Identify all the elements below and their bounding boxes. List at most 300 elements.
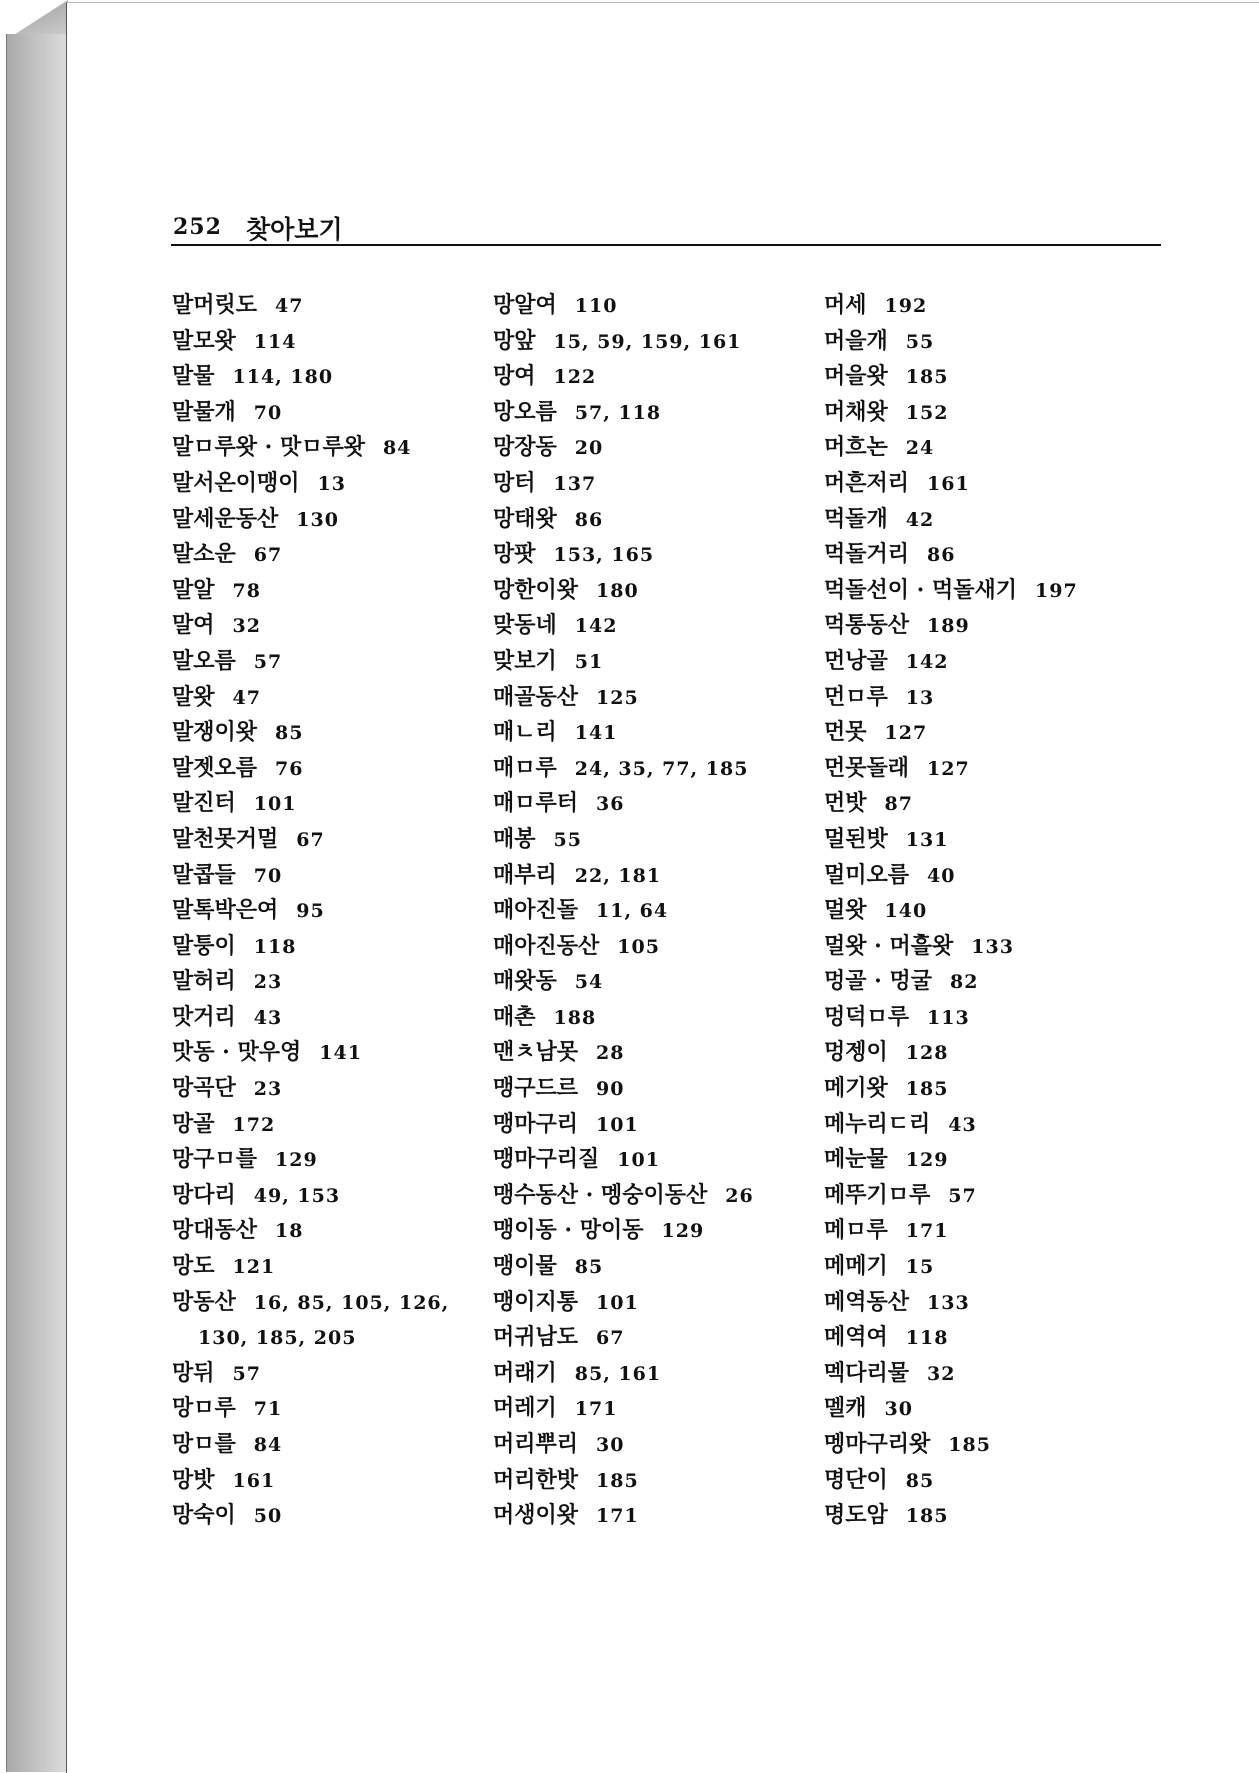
index-term: 맞보기 [493,647,557,674]
index-entry [824,1391,1078,1427]
index-term: 멩마구리왓 [824,1431,931,1457]
index-page-refs: 84 [383,437,412,460]
index-entry [172,1107,449,1143]
index-page-refs: 32 [927,1362,956,1385]
index-entry [493,466,754,502]
index-entry [493,608,754,644]
index-entry [172,715,449,751]
index-term: 망숙이 [172,1502,236,1529]
index-entry [493,502,754,538]
index-term: 말천못거멀 [172,825,279,852]
index-page-refs: 71 [253,1398,283,1421]
index-term: 메기왓 [824,1075,888,1102]
index-page-refs: 11, 64 [596,900,669,923]
index-entry [493,751,754,787]
index-entry [824,1035,1078,1071]
index-term: 맛거리 [172,1003,236,1030]
index-entry [172,1000,449,1036]
index-entry [493,822,754,858]
index-term: 메역동산 [824,1288,910,1315]
index-term: 말세운동산 [172,505,279,532]
index-term: 먹통동산 [824,612,910,639]
index-page-refs: 171 [596,1505,639,1528]
index-term: 매아진돌 [493,897,579,924]
index-term: 매촌 [493,1003,536,1030]
index-entry [172,1249,449,1285]
index-entry [493,964,754,1000]
index-page-refs: 114 [253,330,297,353]
index-entry [172,893,449,929]
index-entry [172,929,449,965]
index-term: 망ㅁ를 [172,1431,236,1457]
index-page-refs: 24 [905,437,935,460]
index-term: 멀왓 [824,897,867,924]
index-entry [493,929,754,965]
index-entry [493,573,754,609]
index-page-refs: 133 [971,935,1014,958]
index-page-refs: 129 [275,1149,318,1172]
index-entry [824,1320,1078,1356]
index-entry [172,1178,449,1214]
book-spine [6,34,67,1772]
index-entry [172,288,449,324]
index-term: 말물개 [172,398,236,425]
index-entry [172,537,449,573]
index-page-refs: 47 [275,295,304,317]
index-term: 매ㅁ루 [493,754,557,781]
index-page-refs: 127 [927,757,970,780]
index-term: 망뒤 [172,1359,215,1386]
index-page-refs: 26 [725,1184,754,1207]
index-term: 맞동네 [493,612,557,639]
index-entry [824,324,1078,360]
index-page-refs: 192 [884,295,928,317]
index-entry [172,1142,449,1178]
index-entry [493,1356,754,1392]
index-entry [172,324,449,360]
index-term: 말물 [172,363,215,390]
index-term: 망대동산 [172,1217,258,1244]
index-term: 맹이동 · 망이동 [493,1217,644,1244]
index-page-refs: 16, 85, 105, 126, [253,1291,450,1314]
index-term: 말콥들 [172,861,236,888]
index-page-refs: 161 [927,472,970,495]
index-page-refs: 54 [574,971,604,994]
index-entry [824,359,1078,395]
index-entry [824,1498,1078,1534]
index-term: 머귀남도 [493,1324,579,1351]
index-page-refs: 129 [905,1149,949,1172]
index-column-2 [493,288,754,1534]
index-entry [824,395,1078,431]
index-page-refs: 23 [253,971,283,994]
index-entry-continuation [172,1320,449,1356]
index-term: 망태왓 [493,505,557,532]
index-entry [172,644,449,680]
index-page-refs: 43 [253,1006,283,1029]
index-entry [493,858,754,894]
index-page-refs: 32 [232,615,261,638]
index-page-refs: 20 [574,437,604,460]
index-entry [824,1213,1078,1249]
index-page-refs: 55 [553,828,582,851]
index-page-refs: 131 [905,828,949,851]
index-term: 멍젱이 [824,1039,888,1066]
page-header [171,210,1161,246]
page-title: 찾아보기 [246,215,343,244]
index-entry [172,430,449,466]
index-page-refs: 90 [596,1078,625,1101]
index-term: 말머릿도 [172,292,258,318]
index-page-refs: 87 [884,793,913,816]
index-term: 망밧 [172,1466,215,1493]
index-page-refs: 47 [232,686,261,709]
index-term: 맹마구리질 [493,1146,600,1173]
index-page-refs: 185 [905,366,949,389]
index-page-refs: 142 [905,650,949,673]
index-term: 메누리ㄷ리 [824,1110,931,1137]
index-term: 머을개 [824,327,888,354]
index-column-1 [172,288,449,1534]
index-page-refs: 153, 165 [553,544,655,567]
index-entry [493,288,754,324]
index-page-refs: 67 [296,828,325,851]
index-page-refs: 76 [275,757,304,780]
index-entry [824,573,1078,609]
index-entry [172,608,449,644]
index-term: 매골동산 [493,683,579,710]
index-page-refs: 70 [253,401,283,424]
index-entry [172,751,449,787]
index-page-refs: 84 [253,1434,283,1456]
index-entry [824,502,1078,538]
index-term: 망한이왓 [493,576,579,603]
index-term: 먹돌개 [824,505,888,532]
index-term: 머레기 [493,1395,557,1422]
index-page-refs: 137 [553,472,597,495]
index-page-refs: 141 [574,722,618,745]
index-entry [172,466,449,502]
index-entry [824,786,1078,822]
index-entry [493,1178,754,1214]
index-page-refs: 118 [253,935,297,958]
index-term: 망터 [493,469,536,496]
index-term: 매아진동산 [493,932,600,959]
index-page-refs: 171 [574,1398,618,1421]
index-page-refs: 141 [319,1042,362,1065]
index-page-refs: 101 [596,1291,639,1314]
index-page-refs: 15, 59, 159, 161 [553,330,742,353]
index-term: 멜캐 [824,1395,867,1422]
index-entry [493,1391,754,1427]
index-entry [824,1285,1078,1321]
index-page-refs: 129 [661,1220,705,1243]
index-page-refs: 57 [948,1184,977,1207]
index-entry [493,1071,754,1107]
index-page-refs: 185 [905,1078,949,1101]
index-term: 망앞 [493,327,536,354]
index-term: 말진터 [172,790,236,817]
index-page-refs: 57 [232,1362,261,1385]
index-page-refs: 85 [574,1256,604,1279]
index-page-refs: 101 [617,1149,660,1172]
index-term: 명단이 [824,1466,888,1493]
index-term: 말ㅁ루왓 · 맛ㅁ루왓 [172,434,365,461]
index-entry [824,1000,1078,1036]
index-term: 머흐논 [824,434,888,461]
index-page-refs: 86 [574,508,604,531]
index-page-refs: 133 [927,1291,970,1314]
index-entry [824,1178,1078,1214]
index-term: 망곡단 [172,1075,236,1102]
index-term: 말여 [172,612,215,639]
index-entry [493,359,754,395]
index-page-refs: 24, 35, 77, 185 [574,757,749,780]
index-entry [824,715,1078,751]
index-entry [824,822,1078,858]
index-entry [824,1142,1078,1178]
index-term: 멍골 · 멍굴 [824,968,932,995]
index-page-refs: 67 [596,1327,625,1350]
index-entry [493,1285,754,1321]
index-term: 망도 [172,1253,215,1280]
index-page-refs: 82 [950,971,979,994]
index-term: 망구ㅁ를 [172,1146,258,1173]
index-page-refs: 78 [232,579,261,602]
index-page-refs: 13 [905,686,935,709]
index-page-refs: 50 [253,1505,283,1528]
index-term: 말왓 [172,683,215,710]
index-page-refs: 152 [905,401,949,424]
index-entry [493,715,754,751]
index-term: 먼낭골 [824,647,888,674]
index-entry [172,964,449,1000]
index-page-refs: 13 [317,472,346,495]
index-term: 말모왓 [172,327,236,354]
index-term: 망동산 [172,1288,236,1315]
index-term: 말알 [172,576,215,603]
index-term: 말소운 [172,541,236,568]
index-term: 메뚜기ㅁ루 [824,1181,931,1208]
index-page-refs: 30 [596,1434,625,1456]
index-term: 메역여 [824,1324,888,1351]
index-page-refs: 95 [296,900,325,923]
index-entry [493,1463,754,1499]
index-entry [824,893,1078,929]
index-term: 머을왓 [824,363,888,390]
index-entry [493,537,754,573]
index-term: 맹구드르 [493,1075,579,1102]
index-term: 머리한밧 [493,1466,579,1493]
index-term: 매ㄴ리 [493,719,557,746]
index-term: 머생이왓 [493,1502,579,1529]
index-term: 망오름 [493,398,557,425]
index-term: 매왓동 [493,968,557,995]
page-number: 252 [173,214,222,240]
index-entry [172,1427,449,1463]
index-entry [824,288,1078,324]
index-entry [172,1213,449,1249]
index-entry [493,1107,754,1143]
index-term: 망ㅁ루 [172,1395,236,1422]
index-page-refs: 22, 181 [574,864,662,887]
index-term: 말젯오름 [172,754,258,781]
index-page-refs: 128 [905,1042,949,1065]
index-term: 말퉁이 [172,932,236,959]
index-term: 메메기 [824,1253,888,1280]
index-page-refs: 55 [905,330,935,353]
index-term: 먼밧 [824,790,867,817]
index-term: 먼ㅁ루 [824,683,888,710]
index-term: 망장동 [493,434,557,461]
index-page-refs: 118 [905,1327,949,1350]
index-page-refs: 172 [232,1113,276,1136]
index-entry [824,1107,1078,1143]
index-entry [493,395,754,431]
index-entry [172,502,449,538]
index-entry [824,466,1078,502]
index-entry [493,1320,754,1356]
index-term: 멍덕ㅁ루 [824,1003,910,1030]
index-page-refs: 197 [1035,579,1078,602]
index-entry [493,1000,754,1036]
index-entry [824,680,1078,716]
index-page-refs: 125 [596,686,639,709]
index-entry [172,680,449,716]
index-term: 멀된밧 [824,825,888,852]
index-entry [824,608,1078,644]
index-entry [824,644,1078,680]
index-entry [493,1498,754,1534]
index-page-refs: 180 [596,579,639,602]
index-term: 말톡박은여 [172,897,279,924]
index-term: 맨ㅊ남못 [493,1039,579,1066]
index-entry [824,1427,1078,1463]
index-term: 매부리 [493,861,557,888]
index-term: 말허리 [172,968,236,995]
index-term: 망알여 [493,292,557,318]
index-page-refs: 70 [253,864,283,887]
index-entry [172,822,449,858]
index-entry [824,858,1078,894]
index-entry [172,1463,449,1499]
index-term: 말서온이맹이 [172,469,300,496]
index-entry [824,1249,1078,1285]
index-entry [172,1356,449,1392]
index-entry [172,573,449,609]
index-page-refs: 127 [884,722,928,745]
index-entry [172,1035,449,1071]
index-entry [824,1463,1078,1499]
index-term: 망팟 [493,541,536,568]
index-page-refs: 85 [905,1469,935,1492]
index-term: 메ㅁ루 [824,1217,888,1244]
index-entry [824,751,1078,787]
index-term: 먹돌선이 · 먹돌새기 [824,576,1017,603]
index-page-refs: 142 [574,615,618,638]
index-entry [493,1035,754,1071]
index-entry [824,537,1078,573]
index-term: 머세 [824,292,867,318]
index-entry [493,680,754,716]
index-page-refs: 185 [596,1469,639,1492]
index-page-refs: 67 [253,544,283,567]
index-term: 메눈물 [824,1146,888,1173]
index-term: 먹돌거리 [824,541,910,568]
index-term: 매ㅁ루터 [493,790,579,817]
index-term: 말쟁이왓 [172,719,258,746]
index-entry [493,1249,754,1285]
index-page-refs: 101 [596,1113,639,1136]
index-entry [824,430,1078,466]
index-page-refs: 161 [232,1469,276,1492]
index-page-refs: 113 [927,1006,970,1029]
index-page-refs: 15 [905,1256,935,1279]
index-page-refs: 86 [927,544,956,567]
index-term: 머래기 [493,1359,557,1386]
index-page-refs: 130, 185, 205 [198,1327,357,1350]
index-entry [824,964,1078,1000]
index-entry [493,324,754,360]
index-page-refs: 188 [553,1006,597,1029]
index-term: 말오름 [172,647,236,674]
index-page-refs: 185 [905,1505,949,1528]
index-page-refs: 105 [617,935,660,958]
index-term: 맹수동산 · 멩숭이동산 [493,1181,708,1208]
index-page-refs: 42 [905,508,935,531]
index-term: 머흔저리 [824,469,910,496]
index-entry [172,359,449,395]
index-page-refs: 36 [596,793,625,816]
index-term: 머채왓 [824,398,888,425]
index-page-refs: 18 [275,1220,304,1243]
index-term: 망여 [493,363,536,390]
index-page-refs: 28 [596,1042,625,1065]
index-page-refs: 140 [884,900,928,923]
index-term: 맹이지통 [493,1288,579,1315]
index-page-refs: 23 [253,1078,283,1101]
index-entry [172,1071,449,1107]
index-term: 망골 [172,1110,215,1137]
index-term: 명도암 [824,1502,888,1529]
index-term: 멀미오름 [824,861,910,888]
index-page-refs: 171 [905,1220,949,1243]
index-entry [824,1356,1078,1392]
index-entry [172,858,449,894]
index-page-refs: 110 [574,295,618,317]
index-term: 멕다리물 [824,1359,910,1386]
index-entry [493,430,754,466]
index-term: 먼못돌래 [824,754,910,781]
index-entry [172,1285,449,1321]
index-entry [493,1213,754,1249]
index-entry [493,644,754,680]
index-entry [824,929,1078,965]
index-term: 망다리 [172,1181,236,1208]
index-entry [493,1142,754,1178]
index-page-refs: 130 [296,508,339,531]
index-page-refs: 85 [275,722,304,745]
index-page-refs: 101 [253,793,297,816]
index-term: 맹마구리 [493,1110,579,1137]
index-page-refs: 57, 118 [574,401,662,424]
index-term: 먼못 [824,719,867,746]
index-term: 매봉 [493,825,536,852]
index-entry [172,786,449,822]
index-term: 머리뿌리 [493,1431,579,1457]
index-page-refs: 189 [927,615,970,638]
index-page-refs: 85, 161 [574,1362,662,1385]
